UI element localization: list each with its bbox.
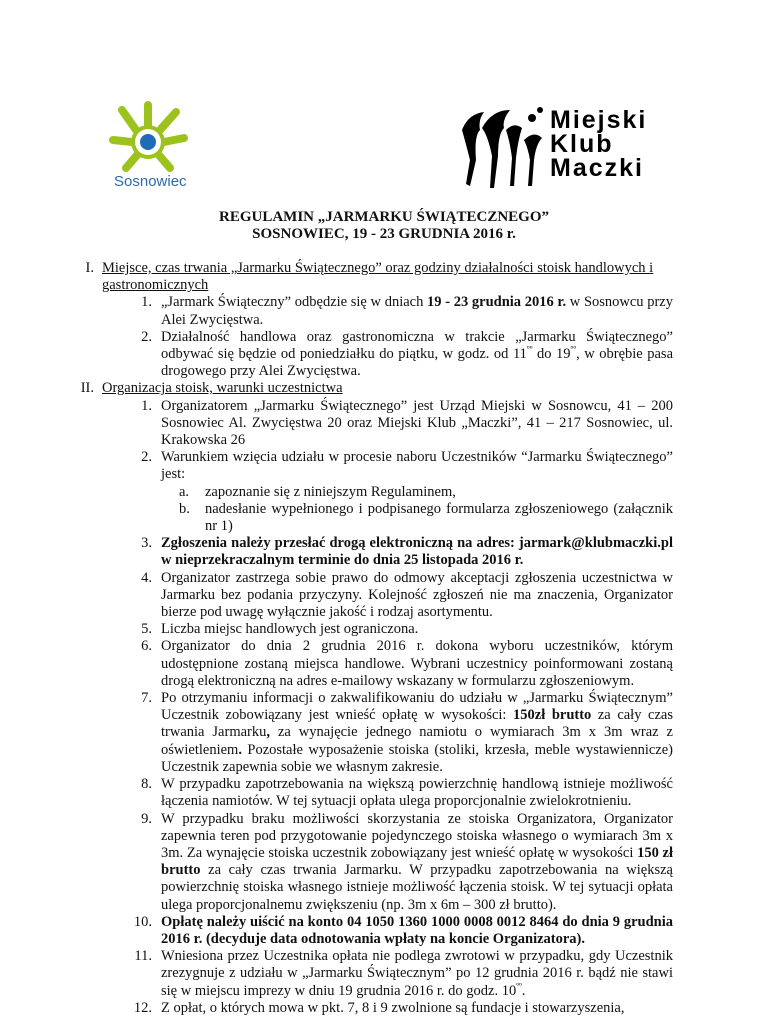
section-items	[102, 398, 673, 1017]
list-item	[102, 914, 673, 948]
sub-item-text: zapoznanie się z niniejszym Regulaminem,	[205, 483, 456, 500]
document-title	[0, 209, 768, 243]
list-item	[102, 690, 673, 776]
title-line-1: REGULAMIN „JARMARKU ŚWIĄTECZNEGO”	[218, 209, 550, 225]
item-text: Opłatę należy uiścić na konto 04 1050 1360 1000 0008 0012 8464 do dnia 9 grudnia 2016 r. (decyduje data odnotowania wpłaty na koncie Organizatora).	[161, 913, 673, 947]
item-number: 2.	[141, 328, 152, 345]
list-item	[102, 294, 673, 328]
item-number: 8.	[141, 776, 152, 793]
section-number: I.	[85, 260, 94, 276]
sub-item-text: nadesłanie wypełnionego i podpisanego formularza zgłoszeniowego (załącznik nr 1)	[205, 500, 673, 535]
item-text: Zgłoszenia należy przesłać drogą elektroniczną na adres: jarmark@klubmaczki.pl w nieprzekraczalnym terminie do dnia 25 listopada 2016 r.	[161, 535, 673, 569]
item-number: 4.	[141, 569, 152, 586]
sosnowiec-logo-text: Sosnowiec	[114, 173, 187, 190]
list-item	[102, 621, 673, 638]
section-title: Organizacja stoisk, warunki uczestnictwa	[102, 380, 343, 397]
item-text: Warunkiem wzięcia udziału w procesie naboru Uczestników “Jarmarku Świątecznego” jest:	[161, 449, 673, 483]
item-number: 12.	[133, 999, 152, 1016]
item-text: Organizator zastrzega sobie prawo do odmowy akceptacji zgłoszenia uczestnictwa w Jarmarku bez podania przyczyny. Kolejność zgłoszeń nie ma znaczenia, Organizator bierze pod uwagę wyłącznie jakość i rodzaj asortymentu.	[161, 569, 673, 621]
logo-line-1: Miejski	[550, 106, 648, 134]
item-text: Liczba miejsc handlowych jest ograniczona.	[161, 621, 419, 638]
item-number: 10.	[133, 913, 152, 930]
item-number: 11.	[134, 948, 152, 965]
item-number: 1.	[141, 294, 152, 311]
item-text: W przypadku braku możliwości skorzystania ze stoiska Organizatora, Organizator zapewnia teren pod przygotowanie pojedynczego stoiska własnego o wymiarach 3m x 3m. Za wynajęcie stoiska uczestnik zobowiązany jest wnieść opłatę w wysokości 150 zł brutto za cały czas trwania Jarmarku. W przypadku zapotrzebowania na większą powierzchnię stoiska własnego istnieje możliwość łączenia stoisk. W tej sytuacji opłata ulega proporcjonalnemu zwiększeniu (np. 3m x 6m – 300 zł brutto).	[161, 810, 673, 913]
list-item	[102, 1000, 673, 1017]
item-text: „Jarmark Świąteczny” odbędzie się w dniach 19 - 23 grudnia 2016 r. w Sosnowcu przy Alei Zwycięstwa.	[161, 294, 673, 328]
list-item	[102, 570, 673, 622]
sub-item-letter: b.	[179, 500, 190, 517]
list-item	[102, 811, 673, 914]
miejski-klub-maczki-text	[550, 108, 647, 180]
miejski-klub-maczki-logo	[458, 100, 718, 192]
item-text: Organizator do dnia 2 grudnia 2016 r. dokona wyboru uczestników, którym udostępnione zostaną miejsca handlowe. Wybrani uczestnicy poinformowani zostaną drogą elektroniczną na adres e-mailowy wskazany w formularzu zgłoszeniowym.	[161, 638, 673, 689]
section-1	[0, 260, 768, 380]
item-number: 1.	[141, 397, 152, 414]
item-text: Działalność handlowa oraz gastronomiczna w trakcie „Jarmarku Świątecznego” odbywać się będzie od poniedziałku do piątku, w godz. od $11^{ºº}$ do $19^{ºº}$, w obrębie pasa drogowego przy Alei Zwycięstwa.	[161, 328, 673, 380]
item-text: Organizatorem „Jarmarku Świątecznego” jest Urząd Miejski w Sosnowcu, 41 – 200 Sosnowiec Al. Zwycięstwa 20 oraz Miejski Klub „Maczki”, 41 – 217 Sosnowiec, ul. Krakowska 26	[161, 397, 673, 449]
header-logos	[0, 0, 768, 200]
logo-line-2: Klub	[550, 130, 614, 158]
sub-item-letter: a.	[179, 483, 190, 500]
regulation-body	[0, 260, 768, 1017]
item-number: 3.	[141, 535, 152, 552]
item-text: Po otrzymaniu informacji o zakwalifikowaniu do udziału w „Jarmarku Świątecznym” Uczestnik zobowiązany jest wnieść opłatę w wysokości: 150zł brutto za cały czas trwania Jarmarku, za wynajęcie jednego namiotu o wymiarach 3m x 3m wraz z oświetleniem. Pozostałe wyposażenie stoiska (stoliki, krzesła, meble wystawiennicze) Uczestnik zapewnia sobie we własnym zakresie.	[161, 690, 673, 775]
list-item	[102, 535, 673, 569]
item-text: Wniesiona przez Uczestnika opłata nie podlega zwrotowi w przypadku, gdy Uczestnik zrezygnuje z udziału w „Jarmarku Świątecznym” po 12 grudnia 2016 r. bądź nie stawi się w miejscu imprezy w dniu 19 grudnia 2016 r. do godz. $10^{ºº}$.	[161, 948, 673, 999]
list-item	[102, 398, 673, 450]
section-title: Miejsce, czas trwania „Jarmarku Świątecznego” oraz godziny działalności stoisk handlowych i gastronomicznych	[102, 260, 654, 294]
item-number: 7.	[141, 690, 152, 707]
sosnowiec-logo	[104, 100, 224, 192]
section-items	[102, 294, 673, 380]
item-number: 2.	[141, 449, 152, 466]
item-text: W przypadku zapotrzebowania na większą powierzchnię handlową istnieje możliwość łączenia namiotów. W tej sytuacji opłata ulega proporcjonalnie zwielokrotnieniu.	[161, 776, 673, 810]
list-item	[102, 948, 673, 1000]
logo-line-3: Maczki	[550, 154, 644, 182]
item-number: 5.	[141, 621, 152, 638]
list-item	[102, 449, 673, 535]
title-line-2: SOSNOWIEC, 19 - 23 GRUDNIA 2016 r.	[252, 226, 516, 242]
section-number: II.	[80, 380, 94, 397]
section-2	[0, 380, 768, 1017]
item-number: 6.	[141, 638, 152, 655]
list-item	[102, 776, 673, 810]
item-text: Z opłat, o których mowa w pkt. 7, 8 i 9 zwolnione są fundacje i stowarzyszenia,	[161, 999, 625, 1016]
list-item	[102, 638, 673, 690]
sub-item	[161, 484, 673, 501]
sun-icon	[106, 100, 190, 172]
list-item	[102, 329, 673, 381]
maczki-figures-icon	[458, 100, 550, 192]
item-number: 9.	[141, 810, 152, 827]
sub-item	[161, 501, 673, 535]
